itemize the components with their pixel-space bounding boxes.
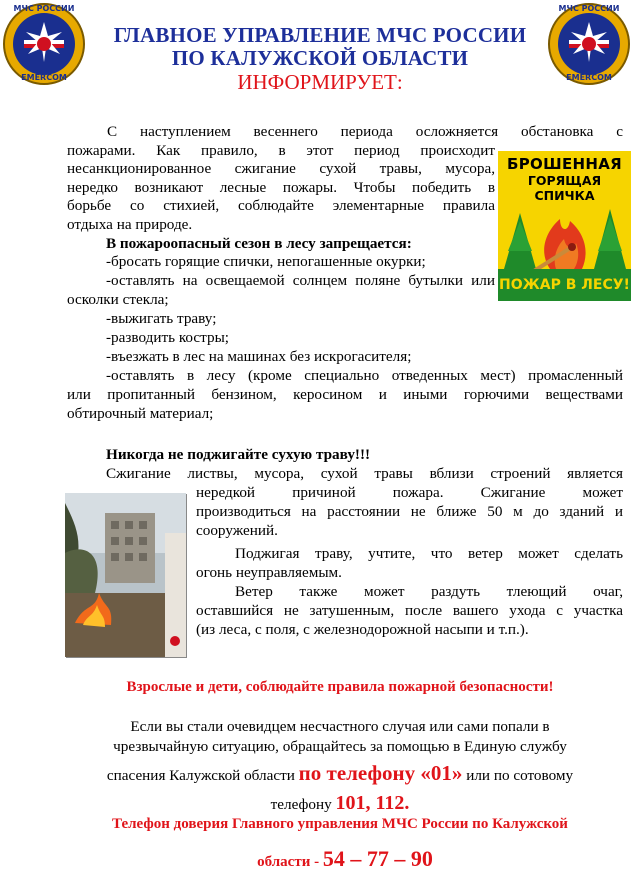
grass-line-1: Сжигание листвы, мусора, сухой травы вблизи строений является bbox=[106, 465, 623, 482]
contact-line-2: чрезвычайную ситуацию, обращайтесь за помощью в Единую службу bbox=[113, 738, 567, 755]
trust-number: 54 – 77 – 90 bbox=[322, 846, 433, 871]
intro-line-4: нередко возникают лесные пожары. Чтобы победить в bbox=[67, 179, 495, 196]
poster-line2: ГОРЯЩАЯ СПИЧКА bbox=[527, 173, 602, 203]
safety-appeal: Взрослые и дети, соблюдайте правила пожарной безопасности! bbox=[126, 679, 554, 695]
contact-line4-start: телефону bbox=[270, 796, 332, 813]
grass-line-3: производиться на расстоянии не ближе 50 м до зданий и bbox=[196, 503, 623, 520]
intro-line-6: отдыха на природе. bbox=[67, 216, 193, 233]
forbidden-item-1: -бросать горящие спички, непогашенные окурки; bbox=[106, 253, 426, 270]
logo-text-bottom: EMERCOM bbox=[566, 73, 612, 82]
poster-line1: БРОШЕННАЯ bbox=[507, 155, 622, 173]
forbidden-item-8: или пропитанный бензином, керосином и иными горючими веществами bbox=[67, 386, 623, 403]
header-title-line1: ГЛАВНОЕ УПРАВЛЕНИЕ МЧС РОССИИ bbox=[113, 23, 527, 47]
contact-line-1: Если вы стали очевидцем несчастного случая или сами попали в bbox=[130, 718, 550, 735]
grass-line-9: (из леса, с поля, с железнодорожной насыпи и т.п.). bbox=[196, 621, 529, 638]
logo-text-top: МЧС РОССИИ bbox=[13, 4, 75, 13]
logo-text-bottom: EMERCOM bbox=[21, 73, 67, 82]
trust-line-2 bbox=[0, 846, 640, 875]
poster-line3: ПОЖАР В ЛЕСУ! bbox=[499, 277, 630, 293]
intro-line-1: С наступлением весеннего периода осложняется обстановка с bbox=[107, 123, 623, 140]
forbidden-item-4: -выжигать траву; bbox=[106, 310, 217, 327]
phone-01: по телефону «01» bbox=[298, 761, 463, 785]
forbidden-item-7: -оставлять в лесу (кроме специально отведенных мест) промасленный bbox=[106, 367, 623, 384]
contact-line-4 bbox=[0, 791, 640, 817]
forbidden-item-3: осколки стекла; bbox=[67, 291, 169, 308]
contact-line3-end: или по сотовому bbox=[466, 767, 574, 784]
burning-grass-illustration bbox=[65, 493, 186, 657]
grass-heading: Никогда не поджигайте сухую траву!!! bbox=[106, 446, 371, 463]
grass-line-2: нередкой причиной пожара. Сжигание может bbox=[196, 484, 623, 501]
mobile-numbers: 101, 112. bbox=[335, 792, 410, 814]
intro-line-5: борьбе со стихией, соблюдайте элементарные правила bbox=[67, 197, 495, 214]
fire-poster bbox=[498, 151, 631, 301]
grass-line-8: оставшийся не затушенным, после вашего ухода с участка bbox=[196, 602, 623, 619]
contact-line3-start: спасения Калужской области bbox=[106, 767, 295, 784]
trust-line2-start: области - bbox=[257, 854, 320, 870]
grass-line-7: Ветер также может раздуть тлеющий очаг, bbox=[235, 583, 623, 600]
grass-line-5: Поджигая траву, учтите, что ветер может сделать bbox=[235, 545, 623, 562]
forbidden-item-2: -оставлять на освещаемой солнцем поляне бутылки или bbox=[106, 272, 495, 289]
contact-line-3 bbox=[0, 760, 640, 789]
forbidden-heading: В пожароопасный сезон в лесу запрещается: bbox=[106, 235, 412, 252]
grass-line-6: огонь неуправляемым. bbox=[196, 564, 342, 581]
logo-text-top: МЧС РОССИИ bbox=[558, 4, 620, 13]
header-title-line2: ПО КАЛУЖСКОЙ ОБЛАСТИ bbox=[171, 46, 469, 70]
forbidden-item-5: -разводить костры; bbox=[106, 329, 229, 346]
intro-line-3: несанкционированное сжигание сухой травы, мусора, bbox=[67, 160, 495, 177]
forbidden-item-9: обтирочный материал; bbox=[67, 405, 214, 422]
grass-fire-photo bbox=[65, 493, 186, 657]
trust-line-1: Телефон доверия Главного управления МЧС России по Калужской bbox=[112, 816, 568, 832]
forbidden-item-6: -въезжать в лес на машинах без искрогасителя; bbox=[106, 348, 412, 365]
intro-line-2: пожарами. Как правило, в этот период происходит bbox=[67, 142, 495, 159]
header-informs: ИНФОРМИРУЕТ: bbox=[237, 70, 403, 94]
grass-line-4: сооружений. bbox=[196, 522, 278, 539]
